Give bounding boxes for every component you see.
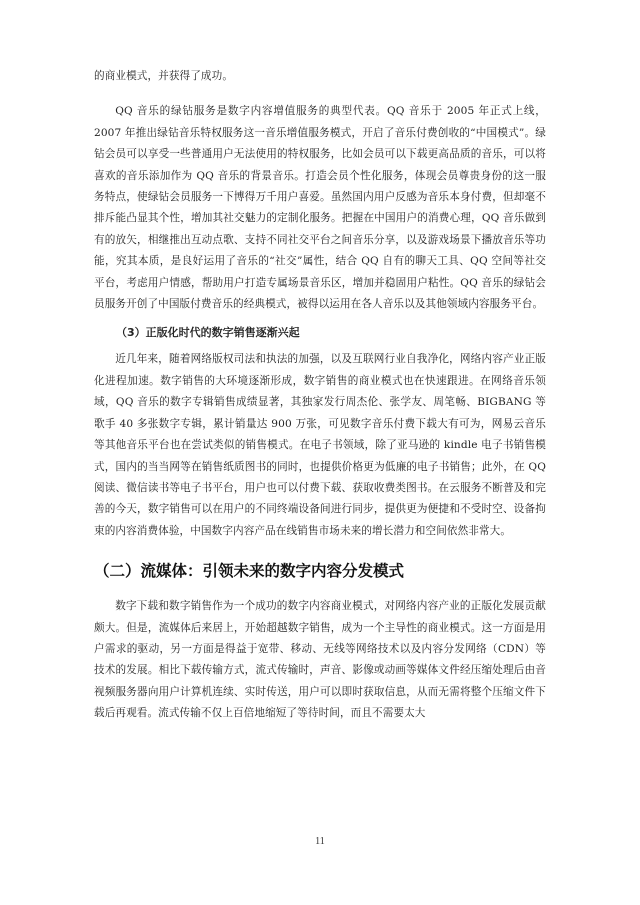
digital-sales-paragraph: 近几年来，随着网络版权司法和执法的加强，以及互联网行业自我净化，网络内容产业正版化进程加速。数字销售的大环境逐渐形成，数字销售的商业模式也在快速跟进。在网络音乐领域，QQ 音乐的数字专辑销售成绩显著，其独家发行周杰伦、张学友、周笔畅、BIGBANG 等歌手 40 多张数字专辑，累计销量达 900 万张，可见数字音乐付费下载大有可为，网易云音乐等其他音乐平台也在尝试类似的销售模式。在电子书领域，除了亚马逊的 kindle 电子书销售模式，国内的当当网等在销售纸质图书的同时，也提供价格更为低廉的电子书销售；此外，在 QQ 阅读、微信读书等电子书平台，用户也可以付费下载、获取收费类图书。在云服务不断普及和完善的今天，数字销售可以在用户的不同终端设备间进行同步，提供更为便捷和不受时空、设备拘束的内容消费体验，中国数字内容产品在线销售市场未来的增长潜力和空间依然非常大。: [94, 353, 546, 537]
qq-music-paragraph: QQ 音乐的绿钻服务是数字内容增值服务的典型代表。QQ 音乐于 2005 年正式上线，2007 年推出绿钻音乐特权服务这一音乐增值服务模式，开启了音乐付费创收的“中国模式”。绿钻会员可以享受一些普通用户无法使用的特权服务，比如会员可以下载更高品质的音乐，可以将喜欢的音乐添加作为 QQ 音乐的背景音乐。打造会员个性化服务，体现会员尊贵身份的这一服务特点，使绿钻会员服务一下博得万千用户喜爱。虽然国内用户反感为音乐本身付费，但却毫不排斥能凸显其个性，增加其社交魅力的定制化服务。把握在中国用户的消费心理，QQ 音乐做到有的放矢，相继推出互动点歌、支持不同社交平台之间音乐分享，以及游戏场景下播放音乐等功能，究其本质，是良好运用了音乐的“社交”属性，结合 QQ 自有的聊天工具、QQ 空间等社交平台，考虑用户情感，帮助用户打造专属场景音乐区，增加并稳固用户粘性。QQ 音乐的绿钻会员服务开创了中国版付费音乐的经典模式，被得以运用在各人音乐以及其他领域内容服务平台。: [94, 105, 546, 311]
subsection-heading: （3）正版化时代的数字销售逐渐兴起: [116, 326, 300, 340]
section-heading: （二）流媒体：引领未来的数字内容分发模式: [94, 562, 405, 581]
streaming-paragraph: 数字下载和数字销售作为一个成功的数字内容商业模式，对网络内容产业的正版化发展贡献颇大。但是，流媒体后来居上，开始超越数字销售，成为一个主导性的商业模式。这一方面是用户需求的驱动，另一方面是得益于宽带、移动、无线等网络技术以及内容分发网络（CDN）等技术的发展。相比下载传输方式，流式传输时，声音、影像或动画等媒体文件经压缩处理后由音视频服务器向用户计算机连续、实时传送，用户可以即时获取信息，从而无需将整个压缩文件下载后再观看。流式传输不仅上百倍地缩短了等待时间，而且不需要太大: [94, 600, 546, 720]
continuation-paragraph: 的商业模式，并获得了成功。: [94, 70, 234, 82]
paragraph-gap: [94, 87, 546, 101]
page-number: 11: [315, 836, 325, 847]
page-content: [94, 66, 546, 725]
